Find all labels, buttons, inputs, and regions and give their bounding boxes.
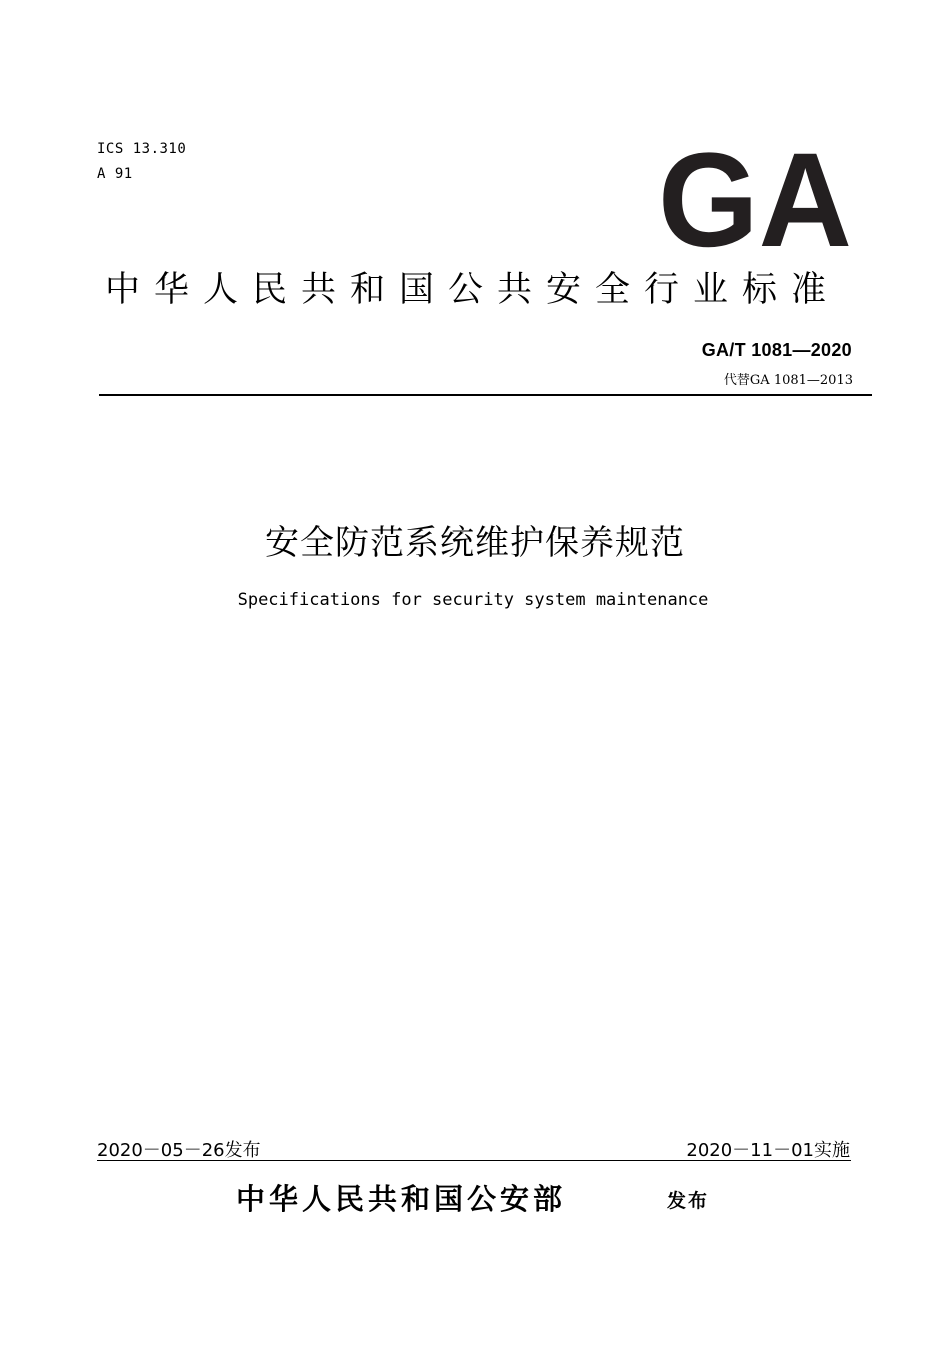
ics-code: ICS 13.310 [97, 141, 187, 157]
ccs-code: A 91 [97, 166, 133, 182]
replaces-standard: 代替GA 1081—2013 [723, 373, 853, 388]
issue-date: 2020－05－26发布 [97, 1140, 261, 1161]
implementation-date: 2020－11－01实施 [686, 1140, 850, 1161]
ga-logo [656, 148, 854, 248]
header-divider [99, 394, 872, 396]
issuer-suffix: 发布 [667, 1190, 710, 1212]
ga-logo-text: GA [658, 148, 852, 248]
standard-category: 中华人民共和国公共安全行业标准 [104, 270, 840, 310]
standard-number: GA/T 1081—2020 [701, 340, 852, 360]
title-english: Specifications for security system maintenance [237, 590, 709, 610]
footer-divider [97, 1160, 851, 1161]
title-chinese: 安全防范系统维护保养规范 [265, 523, 685, 563]
issuer-name: 中华人民共和国公安部 [236, 1182, 567, 1216]
